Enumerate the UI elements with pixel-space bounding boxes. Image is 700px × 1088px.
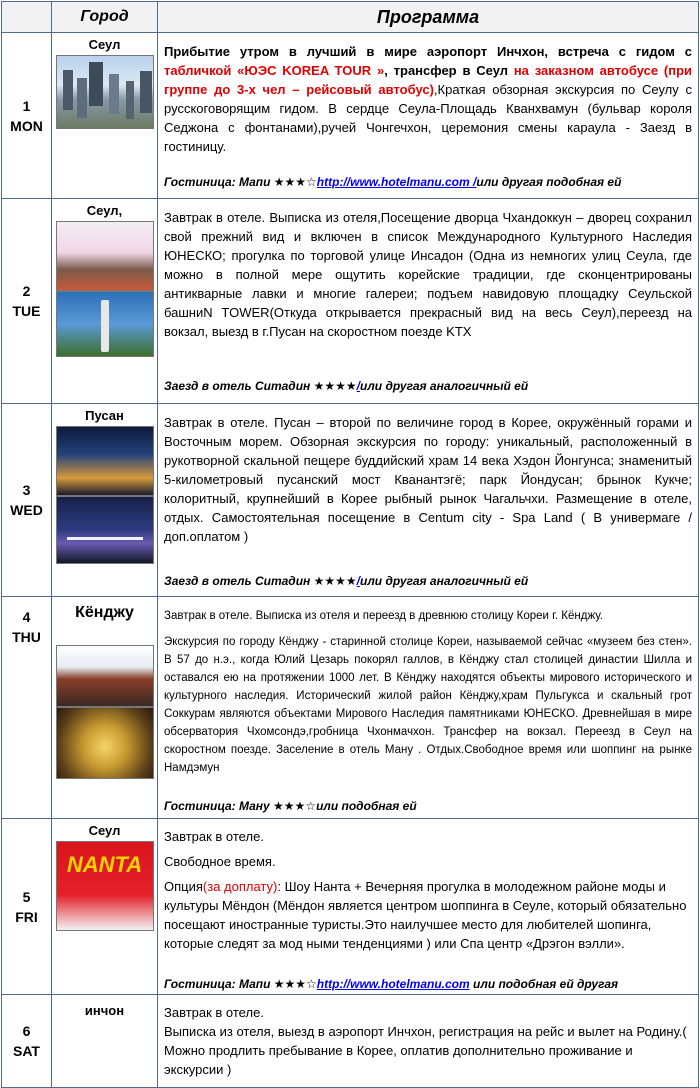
busan-night-photo — [56, 426, 154, 496]
program-cell — [158, 33, 699, 199]
city-cell — [52, 199, 158, 404]
city-cell — [52, 33, 158, 199]
seokguram-grotto-photo — [56, 707, 154, 779]
cherry-blossom-photo — [56, 221, 154, 291]
city-name: Кёнджу — [75, 604, 134, 621]
hotel-line — [164, 975, 618, 994]
program-text: Свободное время. — [164, 854, 276, 869]
program-text: Завтрак в отеле. — [164, 1005, 264, 1020]
hotel-alt: или другая подобная ей — [476, 175, 622, 189]
hotel-line — [164, 377, 528, 396]
day-label — [2, 33, 52, 199]
day-of-week: TUE — [12, 303, 41, 319]
hotel-link[interactable]: / — [356, 379, 360, 393]
program-text: Завтрак в отеле. Выписка из отеля и переезд в древнюю столицу Кореи г. Кёнджу. — [164, 610, 604, 622]
program-text: Выписка из отеля, выезд в аэропорт Инчхон, регистрация на рейс и вылет на Родину.( Можно продлить пребывание в Корее, оплатив дополнительно проживание и экскурсии ) — [164, 1024, 687, 1077]
hotel-name: Гостиница: Мапи ★★★☆ — [164, 175, 317, 189]
bulguksa-temple-photo — [56, 645, 154, 707]
hotel-alt: или другая аналогичный ей — [360, 379, 529, 393]
program-text: Завтрак в отеле. — [164, 829, 264, 844]
hotel-line — [164, 572, 528, 591]
day-row-6 — [2, 995, 699, 1088]
day-number: 3 — [22, 482, 31, 498]
program-cell — [158, 819, 699, 995]
hotel-link[interactable]: http://www.hotelmanu.com / — [316, 175, 477, 189]
day-of-week: SAT — [13, 1043, 40, 1059]
program-text-part: ,Краткая обзорная экскурсия по Сеулу с русскоговорящим гидом. В сердце Сеула-Площадь Кванхвамун (бульвар короля Седжона с фонтанами),ручей Чонгечхон, церемония смены караула - Заезд в гостиницу. — [164, 82, 692, 154]
day-label — [2, 199, 52, 404]
hotel-name: Заезд в отель Ситадин ★★★★ — [164, 574, 357, 588]
program-cell — [158, 995, 699, 1088]
hotel-alt: или подобная ей другая — [469, 977, 619, 991]
program-text: Экскурсия по городу Кёнджу - старинной столице Кореи, называемой сейчас «музеем без стен». В 57 до н.э., когда Юлий Цезарь покорял галлов, в Кёнджу стал столицей династии Шилла и оставался ею на протяжении 1000 лет. В Кёнджу находятся объекты мирового исторического и культурного наследия. Исторический жилой район Кёнджу,храм Пульгукса и скальный грот Соккурам являются объектами Мирового Наследия памятниками ЮНЕСКО. Древнейшая в мире обсерватория Чхомсондэ,гробница Чхонмачхон. Трансфер на вокзал. Переезд в Сеул на скоростном поезде. Заселение в отель Ману . Отдых.Свободное время или шоппинг на рынке Намдэмун — [164, 636, 692, 774]
city-name: Сеул — [88, 823, 121, 838]
day-row-4 — [2, 597, 699, 819]
gwangan-bridge-photo — [56, 496, 154, 564]
city-name: Пусан — [85, 408, 124, 423]
city-cell — [52, 995, 158, 1088]
itinerary-table — [1, 1, 699, 1088]
program-text-part: , трансфер в Сеул — [384, 63, 514, 78]
hotel-name: Заезд в отель Ситадин ★★★★ — [164, 379, 357, 393]
day-row-3 — [2, 404, 699, 597]
city-cell — [52, 597, 158, 819]
hotel-line — [164, 797, 417, 815]
n-tower-photo — [56, 291, 154, 357]
day-of-week: MON — [10, 117, 43, 134]
city-name: Сеул — [88, 37, 121, 52]
option-label: Опция — [164, 879, 203, 894]
program-cell — [158, 404, 699, 597]
program-cell — [158, 597, 699, 819]
day-number: 4 — [22, 609, 31, 625]
extra-charge-highlight: (за доплату) — [202, 879, 278, 894]
city-name: инчон — [84, 1003, 125, 1018]
seoul-city-photo — [56, 55, 154, 129]
day-header — [2, 2, 52, 33]
day-label — [2, 597, 52, 819]
program-header: Программа — [158, 2, 699, 33]
program-cell — [158, 199, 699, 404]
sign-highlight: табличкой «ЮЭС KOREA TOUR » — [164, 63, 385, 78]
city-cell — [52, 404, 158, 597]
hotel-name: Гостиница: Мапи ★★★☆ — [164, 977, 317, 991]
day-number: 1 — [22, 97, 31, 114]
day-label — [2, 819, 52, 995]
city-name: Сеул, — [86, 203, 123, 218]
day-of-week: FRI — [15, 908, 38, 925]
bus-highlight: на заказном автобусе (при группе до 3-х чел – рейсовый автобус) — [164, 63, 692, 97]
hotel-link[interactable]: http://www.hotelmanu.com — [316, 977, 470, 991]
option-text — [164, 877, 692, 953]
city-cell — [52, 819, 158, 995]
day-label — [2, 995, 52, 1088]
day-of-week: THU — [12, 629, 41, 645]
hotel-name: Гостиница: Ману ★★★☆ — [164, 799, 317, 813]
day-label — [2, 404, 52, 597]
header-row — [2, 2, 699, 33]
day-of-week: WED — [10, 502, 43, 518]
day-row-5 — [2, 819, 699, 995]
program-text — [164, 42, 692, 156]
day-number: 2 — [22, 283, 31, 299]
nanta-show-photo — [56, 841, 154, 931]
city-header: Город — [52, 2, 158, 33]
day-row-2 — [2, 199, 699, 404]
program-text-part: Прибытие утром в лучший в мире аэропорт Инчхон, встреча с гидом с — [164, 44, 692, 59]
program-text: Завтрак в отеле. Выписка из отеля,Посещение дворца Чхандоккун – дворец сохранил свой прежний вид и включен в список Международного Культурного Наследия ЮНЕСКО; прогулка по торговой улице Инсадон (Одна из немногих улиц Сеула, где можно в полной мере ощутить корейские традиции, где сконцентрированы антикварные лавки и многие галереи; подъем навидовую площадку Сеульской башниN TOWER(Откуда открывается прекрасный вид на весь Сеул),переезд на вокзал, выезд в г.Пусан на скоростном поезде KTX — [164, 210, 692, 339]
program-text: Завтрак в отеле. Пусан – второй по величине город в Корее, окружённый горами и Восточным морем. Обзорная экскурсия по городу: уникальный, расположенный в рукотворной скальной пещере буддийский храм 14 века Хэдон Йонгунса; знаменитый 5-километровый пусанский мост Кванантэгё; парк Йондусан; брынок Кукче; колоритный, крупнейший в Корее рыбный рынок Чагальчхи. Размещение в отеле, отдых. Самостоятельная посещение в Centum city - Spa Land ( В универмаге / доп.оплатом ) — [164, 415, 692, 544]
hotel-link[interactable]: / — [356, 574, 360, 588]
day-number: 5 — [22, 888, 31, 905]
hotel-line — [164, 173, 621, 192]
day-row-1 — [2, 33, 699, 199]
hotel-alt: или другая аналогичный ей — [360, 574, 529, 588]
day-number: 6 — [22, 1023, 31, 1039]
option-description: : Шоу Нанта + Вечерняя прогулка в молодежном районе моды и культуры Мёндон (Мёндон является центром шоппинга в Сеуле, который обязательно посещают иностранные туристы.Это наилучшее место для любителей шопинга, которые следят за мод ными тенденциями ) или Спа центр «Дрэгон вэлли». — [164, 879, 687, 951]
hotel-alt: или подобная ей — [316, 799, 417, 813]
